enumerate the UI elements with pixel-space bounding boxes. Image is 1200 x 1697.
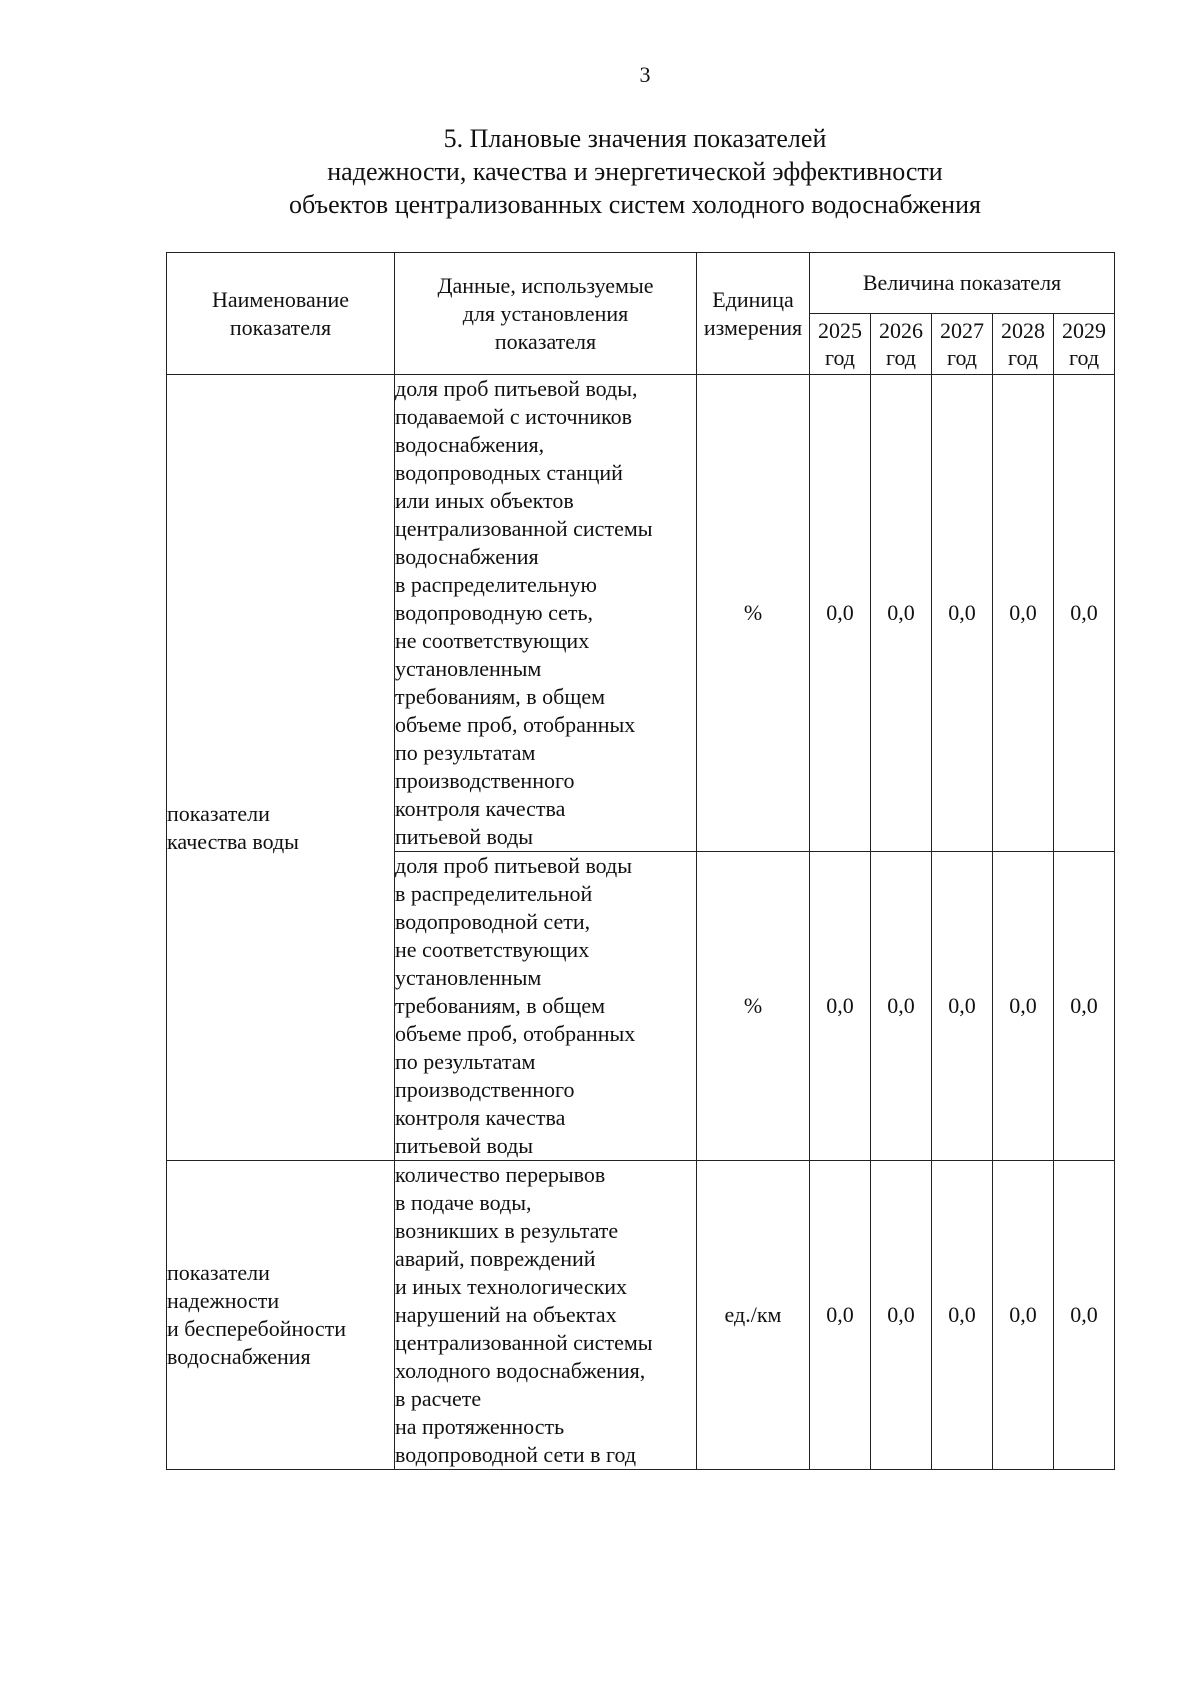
header-year-2029: [1054, 314, 1115, 375]
unit-cell: %: [697, 375, 810, 852]
indicator-description: [395, 1161, 697, 1470]
year-number: 2025: [818, 318, 862, 343]
desc-line: контроля качества: [395, 1105, 566, 1130]
desc-line: или иных объектов: [395, 488, 574, 513]
value-2027: 0,0: [932, 375, 993, 852]
header-year-2026: [871, 314, 932, 375]
desc-line: питьевой воды: [395, 824, 534, 849]
header-unit-line-1: Единица: [712, 286, 794, 312]
header-value-group: Величина показателя: [810, 253, 1115, 314]
desc-line: установленным: [395, 965, 542, 990]
desc-line: водопроводную сеть,: [395, 600, 594, 625]
indicator-description: [395, 852, 697, 1161]
value-2027: 0,0: [932, 1161, 993, 1470]
year-unit: год: [946, 345, 978, 370]
name-line: водоснабжения: [167, 1344, 311, 1369]
desc-line: не соответствующих: [395, 937, 590, 962]
value-2026: 0,0: [871, 1161, 932, 1470]
desc-line: в подаче воды,: [395, 1190, 532, 1215]
header-row-1: [167, 253, 1115, 314]
header-indicator-name: [167, 253, 395, 375]
indicator-name-reliability: [167, 1161, 395, 1470]
desc-line: централизованной системы: [395, 516, 653, 541]
desc-line: контроля качества: [395, 796, 566, 821]
desc-line: в распределительной: [395, 881, 593, 906]
heading-line-3: объектов централизованных систем холодного водоснабжения: [289, 190, 981, 219]
header-year-2028: [993, 314, 1054, 375]
value-2025: 0,0: [810, 375, 871, 852]
value-2025: 0,0: [810, 1161, 871, 1470]
desc-line: подаваемой с источников: [395, 404, 633, 429]
value-2026: 0,0: [871, 852, 932, 1161]
desc-line: в расчете: [395, 1386, 482, 1411]
year-unit: год: [1068, 345, 1100, 370]
desc-line: требованиям, в общем: [395, 684, 605, 709]
desc-line: в распределительную: [395, 572, 597, 597]
header-data-line-2: для установления: [462, 300, 629, 326]
desc-line: количество перерывов: [395, 1162, 606, 1187]
desc-line: на протяженность: [395, 1414, 565, 1439]
desc-line: аварий, повреждений: [395, 1246, 596, 1271]
desc-line: водопроводной сети,: [395, 909, 591, 934]
header-unit-line-2: измерения: [703, 314, 803, 340]
desc-line: доля проб питьевой воды,: [395, 376, 638, 401]
year-number: 2029: [1062, 318, 1107, 343]
desc-line: производственного: [395, 1077, 575, 1102]
desc-line: нарушений на объектах: [395, 1302, 617, 1327]
header-name-line-1: Наименование: [211, 286, 350, 312]
year-unit: год: [1007, 345, 1039, 370]
year-number: 2028: [1001, 318, 1045, 343]
name-line: качества воды: [167, 828, 299, 854]
desc-line: возникших в результате: [395, 1218, 619, 1243]
desc-line: водоснабжения,: [395, 432, 545, 457]
indicator-name-water-quality: [167, 375, 395, 1161]
desc-line: водоснабжения: [395, 544, 539, 569]
desc-line: установленным: [395, 656, 542, 681]
value-2027: 0,0: [932, 852, 993, 1161]
desc-line: холодного водоснабжения,: [395, 1358, 646, 1383]
table-row: [167, 1161, 1115, 1470]
desc-line: не соответствующих: [395, 628, 590, 653]
indicator-description: [395, 375, 697, 852]
desc-line: водопроводной сети в год: [395, 1442, 637, 1467]
desc-line: объеме проб, отобранных: [395, 1021, 636, 1046]
name-line: показатели: [167, 800, 270, 826]
header-unit: [697, 253, 810, 375]
year-number: 2027: [940, 318, 984, 343]
value-2029: 0,0: [1054, 852, 1115, 1161]
table-body: [167, 375, 1115, 1470]
header-year-2027: [932, 314, 993, 375]
page-number: 3: [639, 62, 651, 87]
value-2028: 0,0: [993, 375, 1054, 852]
unit-cell: ед./км: [697, 1161, 810, 1470]
unit-cell: %: [697, 852, 810, 1161]
heading-line-2: надежности, качества и энергетической эффективности: [327, 157, 943, 186]
header-year-2025: [810, 314, 871, 375]
header-data-line-1: Данные, используемые: [437, 272, 654, 298]
desc-line: и иных технологических: [395, 1274, 628, 1299]
header-data-used: [395, 253, 697, 375]
value-2029: 0,0: [1054, 1161, 1115, 1470]
desc-line: объеме проб, отобранных: [395, 712, 636, 737]
year-unit: год: [885, 345, 917, 370]
desc-line: водопроводных станций: [395, 460, 623, 485]
value-2028: 0,0: [993, 852, 1054, 1161]
name-line: надежности: [167, 1288, 280, 1313]
name-line: и бесперебойности: [167, 1316, 346, 1341]
value-2025: 0,0: [810, 852, 871, 1161]
header-data-line-3: показателя: [494, 328, 597, 354]
desc-line: питьевой воды: [395, 1133, 534, 1158]
table-row: [167, 375, 1115, 852]
heading-line-1: 5. Плановые значения показателей: [443, 124, 827, 153]
desc-line: по результатам: [395, 740, 536, 765]
year-unit: год: [824, 345, 856, 370]
value-2028: 0,0: [993, 1161, 1054, 1470]
header-name-line-2: показателя: [229, 314, 332, 340]
desc-line: централизованной системы: [395, 1330, 653, 1355]
name-line: показатели: [167, 1260, 270, 1285]
desc-line: требованиям, в общем: [395, 993, 605, 1018]
section-heading: [160, 122, 1110, 221]
year-number: 2026: [879, 318, 923, 343]
desc-line: по результатам: [395, 1049, 536, 1074]
indicators-table: [166, 252, 1115, 1470]
value-2029: 0,0: [1054, 375, 1115, 852]
table-header: [167, 253, 1115, 375]
desc-line: доля проб питьевой воды: [395, 853, 633, 878]
desc-line: производственного: [395, 768, 575, 793]
value-2026: 0,0: [871, 375, 932, 852]
